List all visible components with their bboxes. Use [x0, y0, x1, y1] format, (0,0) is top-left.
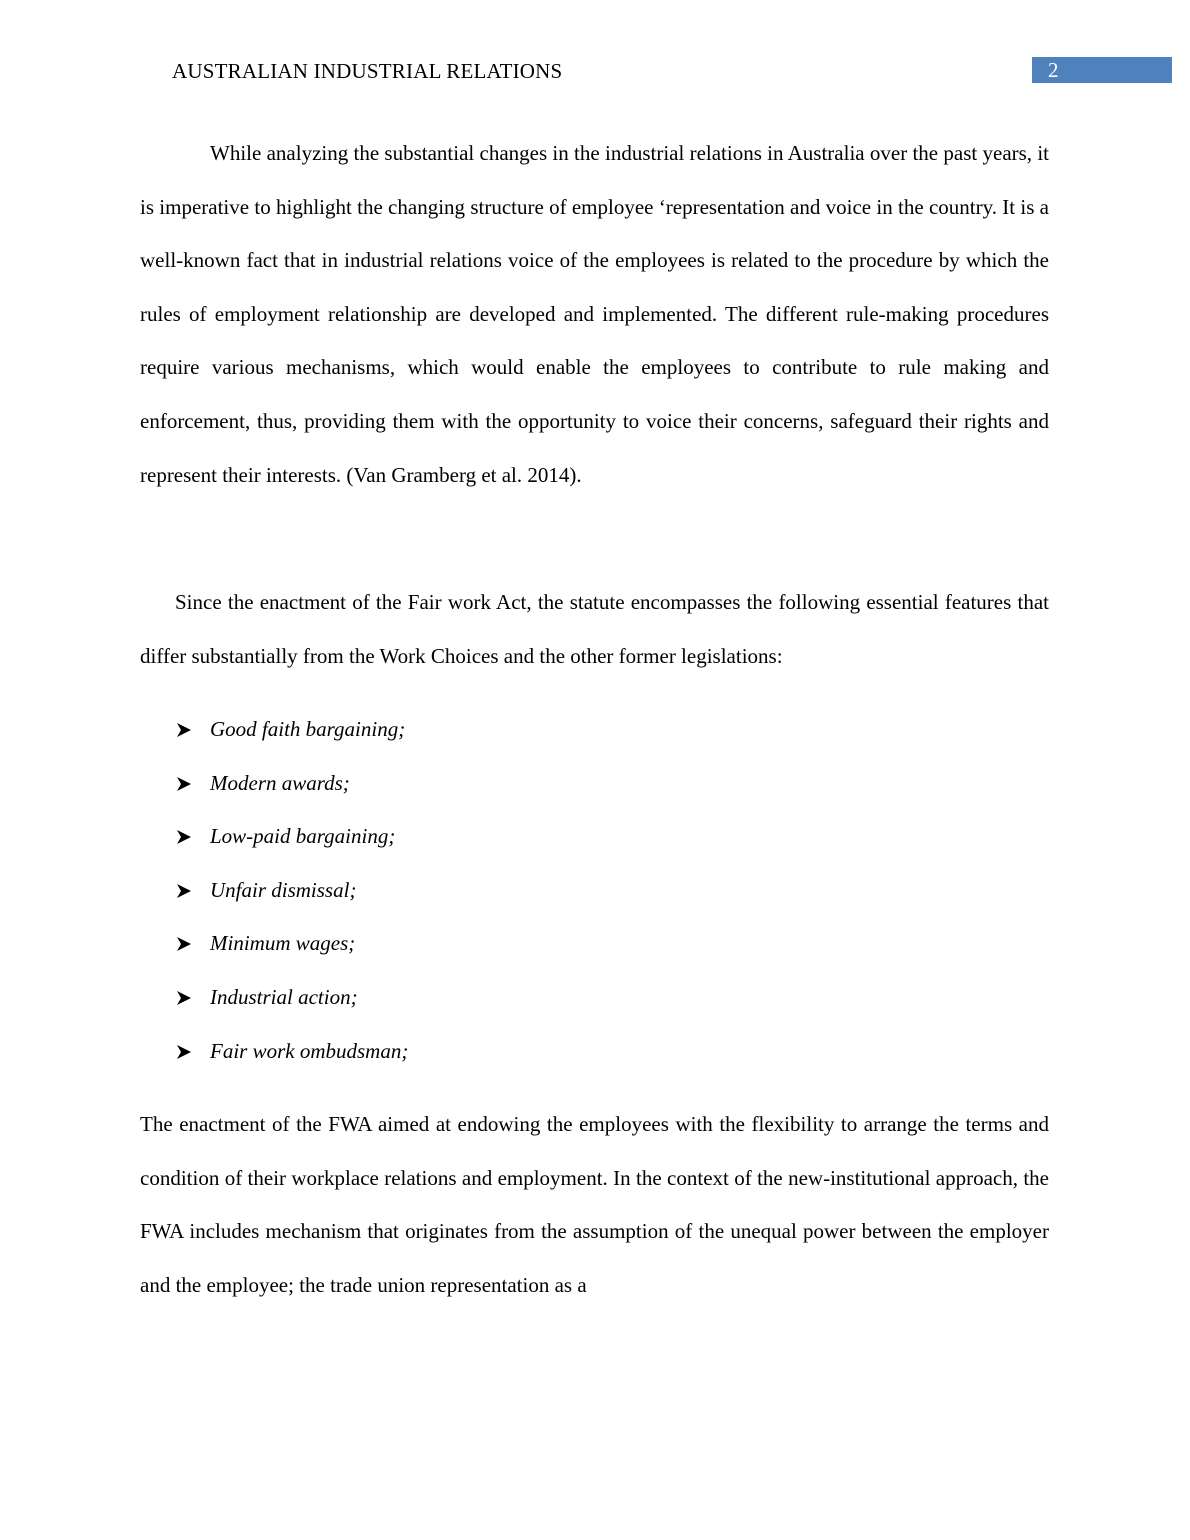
arrowhead-bullet-icon — [176, 722, 192, 738]
running-header-title: AUSTRALIAN INDUSTRIAL RELATIONS — [172, 59, 563, 83]
list-item-text: Low-paid bargaining; — [210, 824, 396, 849]
page-number: 2 — [1048, 58, 1059, 82]
arrowhead-bullet-icon — [176, 883, 192, 899]
list-item-text: Unfair dismissal; — [210, 877, 357, 902]
page-number-box — [1032, 57, 1172, 83]
arrowhead-bullet-icon — [176, 1044, 192, 1060]
arrowhead-bullet-icon — [176, 936, 192, 952]
list-item-text: Fair work ombudsman; — [210, 1038, 409, 1063]
list-item-text: Modern awards; — [210, 770, 350, 795]
arrowhead-bullet-icon — [176, 829, 192, 845]
arrowhead-bullet-icon — [176, 990, 192, 1006]
list-item-text: Minimum wages; — [210, 931, 356, 956]
paragraph-fair-work-act-intro: Since the enactment of the Fair work Act, the statute encompasses the following essential features that differ substantially from the Work Choices and the other former legislations: — [140, 590, 1049, 668]
list-item-text: Good faith bargaining; — [210, 717, 406, 741]
arrowhead-bullet-icon — [176, 776, 192, 792]
paragraph-employee-voice: While analyzing the substantial changes in the industrial relations in Australia over the past years, it is imperative to highlight the changing structure of employee ‘representation and voice in the country. It is a well-known fact that in industrial relations voice of the employees is related to the procedure by which the rules of employment relationship are developed and implemented. The different rule-making procedures require various mechanisms, which would enable the employees to contribute to rule making and enforcement, thus, providing them with the opportunity to voice their concerns, safeguard their rights and represent their interests. (Van Gramberg et al. 2014). — [140, 141, 1049, 487]
paragraph-fwa-flexibility: The enactment of the FWA aimed at endowing the employees with the flexibility to arrange the terms and condition of their workplace relations and employment. In the context of the new-institutional approach, the FWA includes mechanism that originates from the assumption of the unequal power between the employer and the employee; the trade union representation as a — [140, 1112, 1049, 1297]
list-item-text: Industrial action; — [210, 984, 358, 1009]
